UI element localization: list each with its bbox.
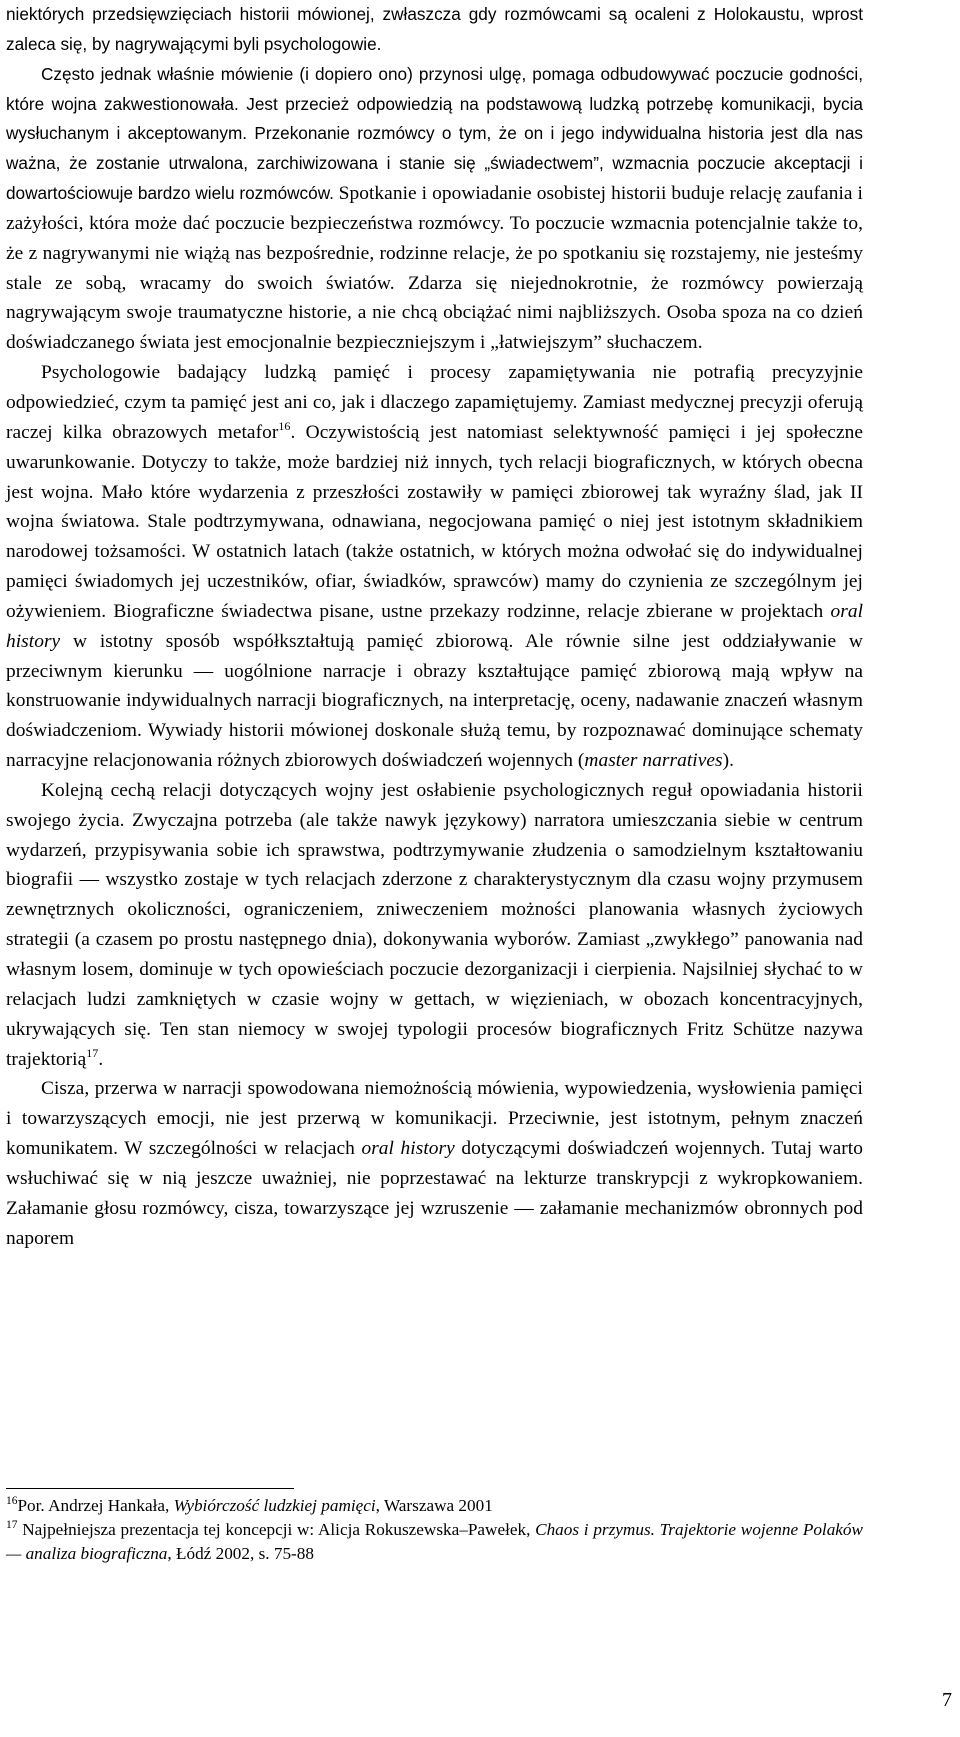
paragraph-text: niektórych przedsięwzięciach historii mówionej, zwłaszcza gdy rozmówcami są ocaleni z Holokaustu, wprost zaleca się, by nagrywającymi byli psychologowie. xyxy=(6,4,863,54)
footnote-text: , Łódź 2002, s. 75-88 xyxy=(167,1544,314,1563)
paragraph-text: Najsilniej słychać to w relacjach ludzi zamkniętych w czasie wojny w gettach, w więzieniach, w obozach koncentracyjnych, ukrywających się. Ten stan niemocy w swojej typologii procesów biograficznych Fritz Schütze nazywa trajektorią xyxy=(6,959,863,1070)
document-page xyxy=(6,0,863,1253)
footnote-title: Chaos i przymus. Trajektorie wojenne Polaków — analiza biograficzna xyxy=(6,1520,863,1563)
paragraph-memory xyxy=(6,358,863,776)
footnotes xyxy=(6,1494,863,1566)
paragraph-text: Spotkanie i opowiadanie osobistej historii buduje relację zaufania i zażyłości, która może dać poczucie bezpieczeństwa rozmówcy. To poczucie wzmacnia potencjalnie także to, że z nagrywanymi nie wiążą nas bezpośrednie, rodzinne relacje, że po spotkaniu się rozstajemy, nie jesteśmy stale ze sobą, wracamy do swoich światów. Zdarza się niejednokrotnie, że rozmówcy powierzają nagrywającym swoje traumatyczne historie, a nie chcą obciążać nimi najbliższych. Osoba spoza na co dzień doświadczanego świata jest emocjonalnie bezpieczniejszym i „łatwiejszym” słuchaczem. xyxy=(6,183,863,354)
footnote-17 xyxy=(6,1518,863,1566)
footnote-text: Por. Andrzej Hankała, xyxy=(17,1496,174,1515)
paragraph-silence xyxy=(6,1074,863,1253)
italic-term: oral history xyxy=(6,600,864,652)
footnote-separator xyxy=(6,1488,294,1489)
footnote-ref-16[interactable]: 16 xyxy=(278,418,291,433)
italic-term: master narratives xyxy=(584,750,723,772)
paragraph-text: ). xyxy=(722,750,735,772)
paragraph-text: Często jednak właśnie mówienie (i dopiero ono) przynosi ulgę, pomaga odbudowywać poczucie godności, które wojna zakwestionowała. Jest przecież odpowiedzią na podstawową ludzką potrzebę komunikacji, bycia wysłuchanym i akceptowanym. Przekonanie rozmówcy o tym, że on i jego indywidualna historia jest dla nas ważna, że zostanie utrwalona, zarchiwizowana i stanie się „świadectwem”, wzmacnia poczucie akceptacji i dowartościowuje bardzo wielu rozmówców. xyxy=(6,63,863,204)
paragraph-text: Kolejną cechą relacji dotyczących wojny jest osłabienie psychologicznych reguł opowiadania historii swojego życia. Zwyczajna potrzeba (ale także nawyk językowy) narratora umieszczania siebie w centrum wydarzeń, przypisywania sobie ich sprawstwa, podtrzymywanie złudzenia o samodzielnym kształtowaniu biografii — wszystko zostaje w tych relacjach zderzone z charakterystycznym dla czasu wojny przymusem zewnętrznych okoliczności, ograniczeniem, zniweczeniem możności planowania własnych życiowych strategii (a czasem po prostu następnego dnia), dokonywania wyborów. Zamiast „zwykłego” panowania nad własnym losem, dominuje w tych opowieściach poczucie dezorganizacji i cierpienia. xyxy=(6,779,863,980)
footnote-text: Najpełniejsza prezentacja tej koncepcji w: Alicja Rokuszewska–Pawełek, xyxy=(17,1520,536,1539)
footnote-title: Wybiórczość ludzkiej pamięci xyxy=(173,1496,376,1515)
footnote-mark: 16 xyxy=(6,1495,18,1507)
paragraph-speaking-relief xyxy=(6,60,863,358)
paragraph-text: . Oczywistością jest natomiast selektywność pamięci i jej społeczne uwarunkowanie. Dotyczy to także, może bardziej niż innych, tych relacji biograficznych, w których obecna jest wojna. Mało które wydarzenia z przeszłości zostawiły w pamięci zbiorowej tak wyraźny ślad, jak II wojna światowa. Stale podtrzymywana, odnawiana, negocjowana pamięć o niej jest istotnym składnikiem narodowej tożsamości. W ostatnich latach (także ostatnich, w których można odwołać się do indywidualnej pamięci świadomych jej uczestników, ofiar, świadków, sprawców) mamy do czynienia ze szczególnym jej ożywieniem. Biograficzne świadectwa pisane, ustne przekazy rodzinne, relacje zbierane w projektach xyxy=(6,421,864,622)
paragraph-text: dotyczącymi doświadczeń wojennych. Tutaj warto wsłuchiwać się w nią jeszcze uważniej, nie poprzestawać na lekturze transkrypcji z wykropkowaniem. Załamanie głosu rozmówcy, cisza, towarzyszące jej wzruszenie — załamanie mechanizmów obronnych pod naporem xyxy=(6,1138,863,1249)
footnote-16 xyxy=(6,1494,863,1518)
paragraph-text: . xyxy=(98,1048,104,1070)
footnote-ref-17[interactable]: 17 xyxy=(86,1045,99,1060)
paragraph-continuation xyxy=(6,0,863,60)
paragraph-text: Cisza, przerwa w narracji spowodowana niemożnością mówienia, wypowiedzenia, wysłowienia pamięci i towarzyszących emocji, nie jest przerwą w komunikacji. Przeciwnie, jest istotnym, pełnym znaczeń komunikatem. W szczególności w relacjach xyxy=(6,1078,863,1160)
footnote-text: , Warszawa 2001 xyxy=(375,1496,493,1515)
italic-term: oral history xyxy=(361,1138,455,1160)
footnote-mark: 17 xyxy=(6,1519,18,1531)
page-number: 7 xyxy=(942,1689,952,1711)
paragraph-text: w istotny sposób współkształtują pamięć zbiorową. Ale równie silne jest oddziaływanie w przeciwnym kierunku — uogólnione narracje i obrazy kształtujące pamięć zbiorową mają wpływ na konstruowanie indywidualnych narracji biograficznych, na interpretację, oceny, nadawanie znaczeń własnym doświadczeniom. Wywiady historii mówionej doskonale służą temu, by rozpoznawać dominujące schematy narracyjne relacjonowania różnych zbiorowych doświadczeń wojennych ( xyxy=(6,630,863,772)
paragraph-weakening xyxy=(6,776,863,1074)
paragraph-text: Psychologowie badający ludzką pamięć i procesy zapamiętywania nie potrafią precyzyjnie odpowiedzieć, czym ta pamięć jest ani co, jak i dlaczego zapamiętujemy. Zamiast medycznej precyzji oferują raczej kilka obrazowych metafor xyxy=(6,362,863,443)
